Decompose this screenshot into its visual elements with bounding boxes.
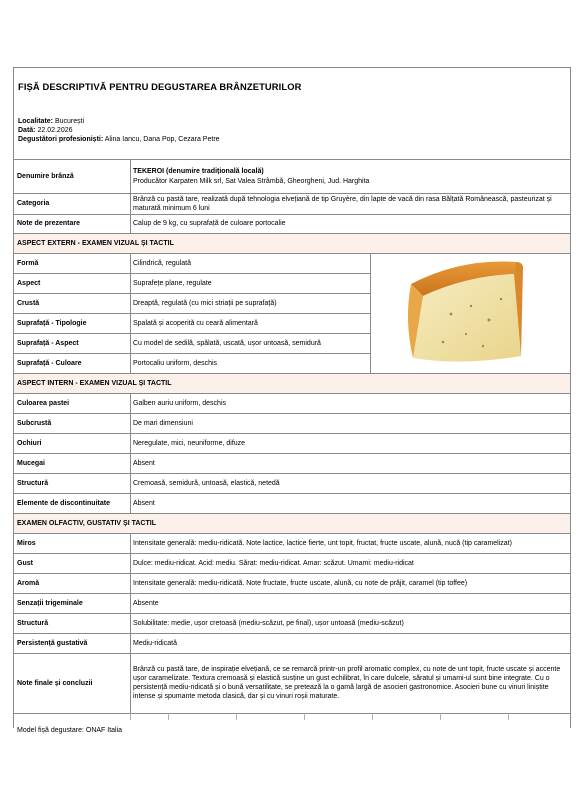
row-value: Portocaliu uniform, deschis [133, 359, 218, 367]
row-label: Structură [14, 474, 131, 493]
grid-tick [168, 713, 169, 720]
row-value: Intensitate generală: mediu-ridicată. Note lactice, lactice fierte, unt topit, fructat, fructe uscate, alună, nucă (tip caramelizat) [133, 539, 512, 547]
grid-tick [130, 713, 131, 720]
row-label: Note de prezentare [14, 215, 131, 233]
row-label: Mucegai [14, 454, 131, 473]
row-value: Cu model de sedilă, spălată, uscată, ușor untoasă, semidură [133, 339, 321, 347]
row-value: Cilindrică, regulată [133, 259, 191, 267]
row-label: Suprafață - Culoare [14, 354, 131, 373]
row-structura-gustativ [14, 613, 570, 633]
meta-block [18, 117, 220, 144]
row-crusta [14, 293, 370, 313]
row-label: Senzații trigeminale [14, 594, 131, 613]
meta-data: Dată: 22.02.2026 [18, 127, 73, 134]
row-value: Cremoasă, semidură, untoasă, elastică, netedă [133, 479, 280, 487]
row-label: Crustă [14, 294, 131, 313]
row-aspect [14, 273, 370, 293]
row-value: Absente [133, 599, 159, 607]
grid-tick [236, 713, 237, 720]
row-categoria [14, 193, 570, 214]
cheese-image-cell [370, 253, 570, 373]
row-label: Ochiuri [14, 434, 131, 453]
row-label: Aspect [14, 274, 131, 293]
row-discontinuitate [14, 493, 570, 513]
producer: Producător Karpaten Milk srl, Sat Valea Strâmbă, Gheorgheni, Jud. Harghita [133, 177, 370, 185]
row-label: Persistență gustativă [14, 634, 131, 653]
row-label: Aromă [14, 574, 131, 593]
row-miros [14, 533, 570, 553]
row-value: Dulce: mediu-ridicat. Acid: mediu. Sărat: mediu-ridicat. Amar: scăzut. Umami: mediu-ridicat [133, 559, 414, 567]
meta-localitate: Localitate: București [18, 118, 85, 125]
row-note-finale [14, 653, 570, 714]
row-value: Brânză cu pastă tare, realizată după tehnologia elvețiană de tip Gruyère, din lapte de vacă din rasa Bălțată Românească, pasteurizat și maturată minimum 6 luni [133, 195, 552, 212]
row-aroma [14, 573, 570, 593]
row-label: Denumire brânză [14, 160, 131, 193]
cheese-wedge-image [371, 254, 571, 374]
row-note-prezentare [14, 214, 570, 233]
row-value: Mediu-ridicată [133, 639, 177, 647]
row-suprafata-aspect [14, 333, 370, 353]
row-mucegai [14, 453, 570, 473]
grid-tick [508, 713, 509, 720]
row-suprafata-tipologie [14, 313, 370, 333]
row-suprafata-culoare [14, 353, 370, 373]
grid-tick [304, 713, 305, 720]
row-persistenta [14, 633, 570, 653]
row-value: Brânză cu pastă tare, de inspirație elvețiană, ce se remarcă printr-un profil aromatic complex, cu note de unt topit, fructe uscate și accente ușor caramelizate. Textura cremoasă și elastică susține un gust echilibrat, în care dulcele, săratul și umami-ul sunt bine integrate. Cu o persistență mediu-ridicată și o bună versatilitate, se pretează la o gamă largă de asocieri gastronomice. Asocieri bune cu vinuri liniștite intense și spumante metoda clasică, dar și cu vinuri roșii maturate. [133, 666, 561, 700]
row-culoarea-pastei [14, 393, 570, 413]
row-subcrusta [14, 413, 570, 433]
row-label: Elemente de discontinuitate [14, 494, 131, 513]
row-label: Miros [14, 534, 131, 553]
row-value: De mari dimensiuni [133, 419, 193, 427]
row-label: Formă [14, 254, 131, 273]
row-ochiuri [14, 433, 570, 453]
cheese-name: TEKEROI (denumire tradițională locală) [133, 168, 264, 176]
row-value: Calup de 9 kg, cu suprafață de culoare portocalie [133, 220, 286, 228]
row-denumire [14, 159, 570, 193]
row-value: Absent [133, 459, 155, 467]
grid-tick [440, 713, 441, 720]
row-value [131, 160, 570, 193]
row-senzatii-trigeminale [14, 593, 570, 613]
row-label: Suprafață - Aspect [14, 334, 131, 353]
meta-degustatori: Degustători profesioniști: Alina Iancu, Dana Pop, Cezara Petre [18, 136, 220, 143]
row-value: Galben auriu uniform, deschis [133, 399, 226, 407]
row-label: Note finale și concluzii [14, 654, 131, 714]
row-label: Gust [14, 554, 131, 573]
row-structura-intern [14, 473, 570, 493]
row-forma [14, 253, 370, 273]
section-aspect-intern: ASPECT INTERN - EXAMEN VIZUAL ȘI TACTIL [14, 373, 570, 393]
page-title: FIȘĂ DESCRIPTIVĂ PENTRU DEGUSTAREA BRÂNZETURILOR [18, 81, 302, 92]
row-gust [14, 553, 570, 573]
section-olfactiv-gustativ: EXAMEN OLFACTIV, GUSTATIV ȘI TACTIL [14, 513, 570, 533]
row-label: Categoria [14, 194, 131, 214]
row-value: Suprafețe plane, regulate [133, 279, 212, 287]
row-label: Suprafață - Tipologie [14, 314, 131, 333]
row-value: Spalată și acoperită cu ceară alimentară [133, 319, 258, 327]
row-value: Absent [133, 499, 155, 507]
row-label: Culoarea pastei [14, 394, 131, 413]
tasting-sheet [13, 67, 571, 728]
row-value: Solubilitate: medie, ușor cretoasă (mediu-scăzut, pe final), ușor untoasă (mediu-scăzut) [133, 619, 404, 627]
row-value: Intensitate generală: mediu-ridicată. Note fructate, fructe uscate, alună, cu note de prăjit, caramel (tip toffee) [133, 579, 468, 587]
section-aspect-extern: ASPECT EXTERN - EXAMEN VIZUAL ȘI TACTIL [14, 233, 570, 253]
row-value: Neregulate, mici, neuniforme, difuze [133, 439, 246, 447]
row-label: Subcrustă [14, 414, 131, 433]
row-label: Structură [14, 614, 131, 633]
table-bottom-border [13, 713, 571, 714]
grid-tick [372, 713, 373, 720]
row-value: Dreaptă, regulată (cu mici striații pe suprafață) [133, 299, 277, 307]
footer-note: Model fișă degustare: ONAF Italia [17, 727, 123, 734]
